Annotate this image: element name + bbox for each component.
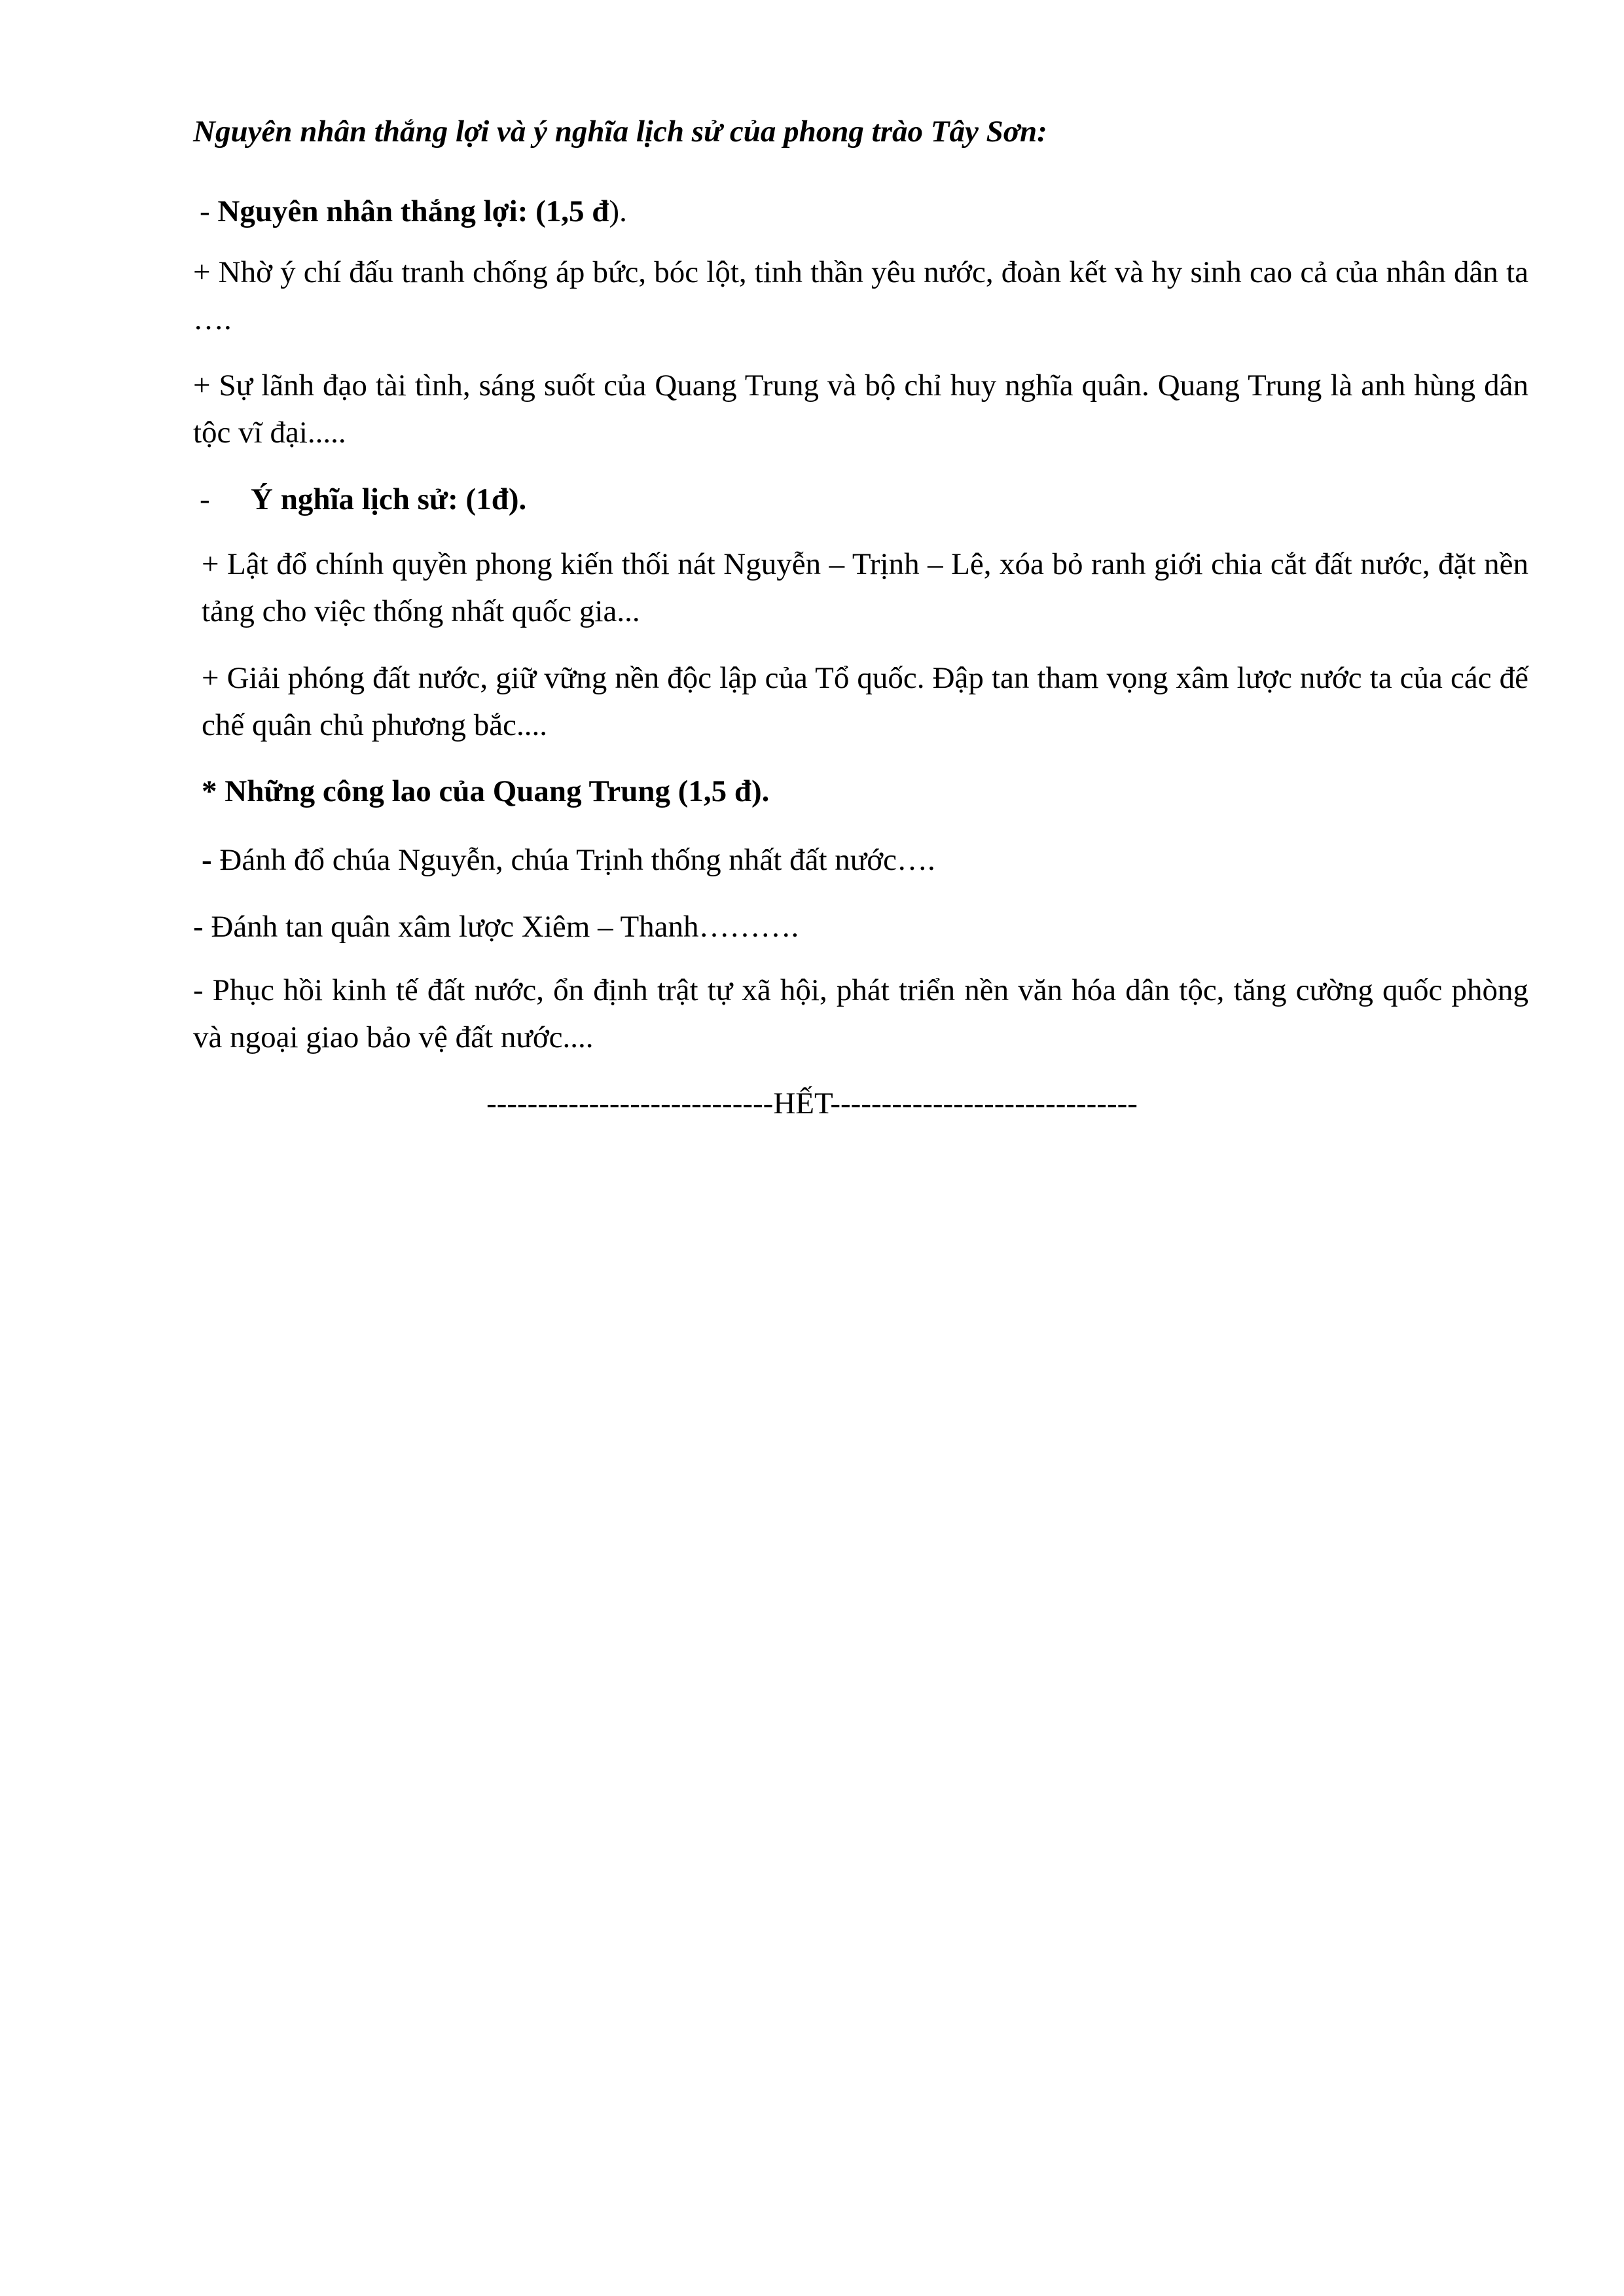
section-suffix: ).: [609, 194, 627, 228]
section-prefix: -: [200, 482, 210, 516]
document-heading: Nguyên nhân thắng lợi và ý nghĩa lịch sử của phong trào Tây Sơn:: [193, 115, 1047, 149]
victory-cause-item-2: + Sự lãnh đạo tài tình, sáng suốt của Quang Trung và bộ chỉ huy nghĩa quân. Quang Trung là anh hùng dân tộc vĩ đại.....: [193, 368, 1528, 450]
item-prefix: -: [202, 843, 212, 877]
section-title: Nguyên nhân thắng lợi: (1,5 đ: [217, 194, 609, 228]
significance-item-1: + Lật đổ chính quyền phong kiến thối nát Nguyễn – Trịnh – Lê, xóa bỏ ranh giới chia cắt đất nước, đặt nền tảng cho việc thống nhất quốc gia...: [202, 547, 1528, 628]
section-title: Ý nghĩa lịch sử: (1đ).: [251, 482, 527, 516]
contribution-item-3: - Phục hồi kinh tế đất nước, ổn định trật tự xã hội, phát triển nền văn hóa dân tộc, tăng cường quốc phòng và ngoại giao bảo vệ đất nước....: [193, 973, 1528, 1054]
contribution-item-1: [202, 836, 935, 884]
section-victory-causes-title: [200, 188, 627, 235]
section-significance-title: [200, 476, 526, 523]
section-contributions-title: * Những công lao của Quang Trung (1,5 đ).: [202, 774, 770, 808]
significance-item-2: + Giải phóng đất nước, giữ vững nền độc lập của Tổ quốc. Đập tan tham vọng xâm lược nước ta của các đế chế quân chủ phương bắc....: [202, 661, 1528, 742]
end-marker: ----------------------------HẾT------------------------------: [486, 1086, 1138, 1121]
contribution-item-2: - Đánh tan quân xâm lược Xiêm – Thanh……….: [193, 910, 799, 944]
victory-cause-item-1: + Nhờ ý chí đấu tranh chống áp bức, bóc lột, tinh thần yêu nước, đoàn kết và hy sinh cao cả của nhân dân ta ….: [193, 255, 1528, 336]
item-text: Đánh đổ chúa Nguyễn, chúa Trịnh thống nhất đất nước….: [211, 843, 935, 877]
section-prefix: -: [200, 194, 218, 228]
